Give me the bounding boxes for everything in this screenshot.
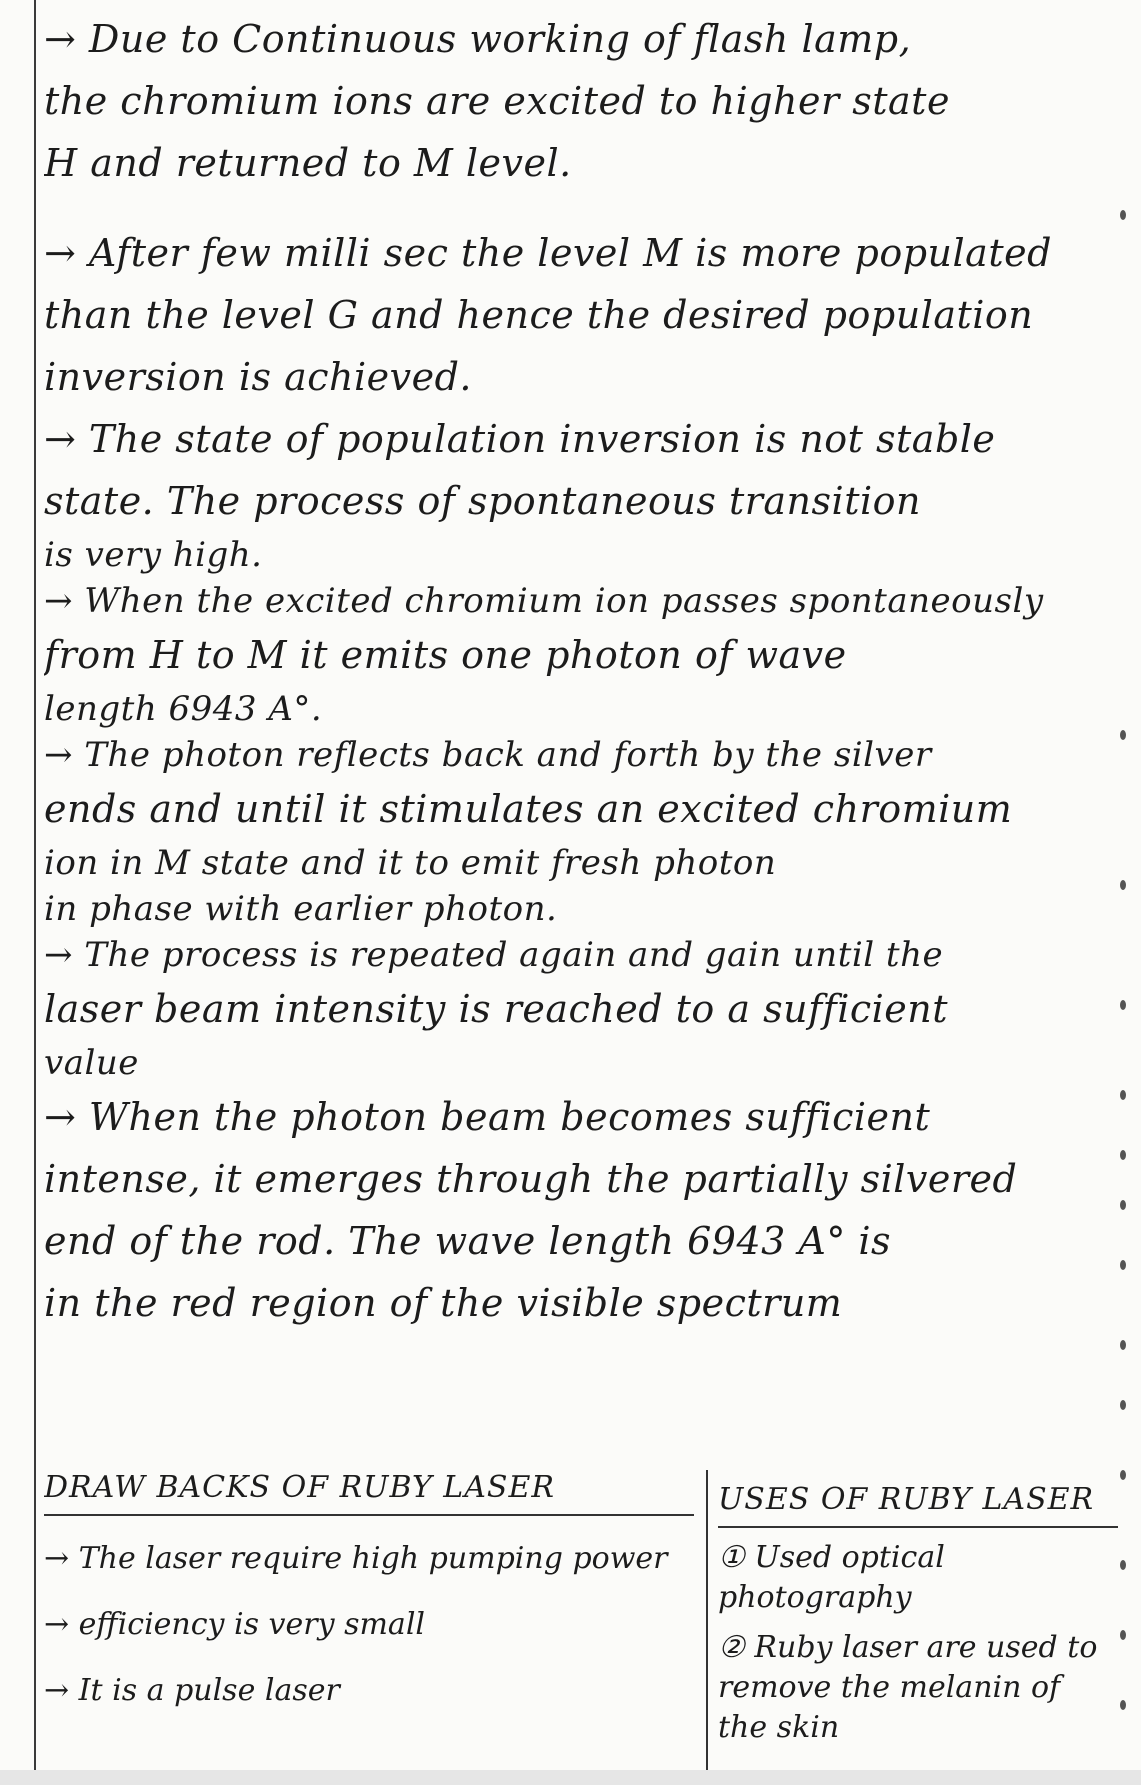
note-line: end of the rod. The wave length 6943 A° is [44, 1219, 892, 1263]
note-line: → When the excited chromium ion passes spontaneously [44, 581, 1044, 621]
note-line: → The photon reflects back and forth by the silver [44, 735, 932, 775]
note-line: is very high. [44, 535, 263, 575]
uses-section [718, 1462, 1118, 1758]
note-line: the chromium ions are excited to higher state [44, 79, 950, 123]
note-line: → After few milli sec the level M is more populated [44, 231, 1052, 275]
drawback-item: → It is a pulse laser [44, 1673, 340, 1708]
note-line: H and returned to M level. [44, 141, 572, 185]
heading-underline [718, 1526, 1118, 1528]
note-line: inversion is achieved. [44, 355, 472, 399]
note-line: state. The process of spontaneous transition [44, 479, 921, 523]
note-line: → When the photon beam becomes sufficient [44, 1095, 931, 1139]
note-line: → Due to Continuous working of flash lamp, [44, 17, 912, 61]
drawbacks-heading: DRAW BACKS OF RUBY LASER [44, 1470, 555, 1505]
uses-heading: USES OF RUBY LASER [718, 1482, 1095, 1517]
drawbacks-section [44, 1462, 694, 1724]
use-item: ② Ruby laser are used to remove the melanin of the skin [718, 1630, 1098, 1745]
note-line: ion in M state and it to emit fresh photon [44, 843, 777, 883]
column-divider [706, 1470, 708, 1785]
note-line: → The process is repeated again and gain until the [44, 935, 944, 975]
note-line: length 6943 A°. [44, 689, 323, 729]
note-line: laser beam intensity is reached to a sufficient [44, 987, 949, 1031]
drawback-item: → efficiency is very small [44, 1607, 426, 1642]
note-line: than the level G and hence the desired population [44, 293, 1034, 337]
note-line: intense, it emerges through the partially silvered [44, 1157, 1018, 1201]
note-line: ends and until it stimulates an excited chromium [44, 787, 1013, 831]
drawback-item: → The laser require high pumping power [44, 1541, 668, 1576]
note-line: in phase with earlier photon. [44, 889, 558, 929]
use-item: ① Used optical photography [718, 1540, 945, 1615]
heading-underline [44, 1514, 694, 1516]
note-line: from H to M it emits one photon of wave [44, 633, 847, 677]
scan-edge [0, 1770, 1141, 1785]
note-line: in the red region of the visible spectrum [44, 1281, 843, 1325]
note-line: → The state of population inversion is not stable [44, 417, 996, 461]
note-line: value [44, 1043, 139, 1083]
handwritten-notes [44, 8, 1106, 1334]
margin-line [34, 0, 36, 1785]
